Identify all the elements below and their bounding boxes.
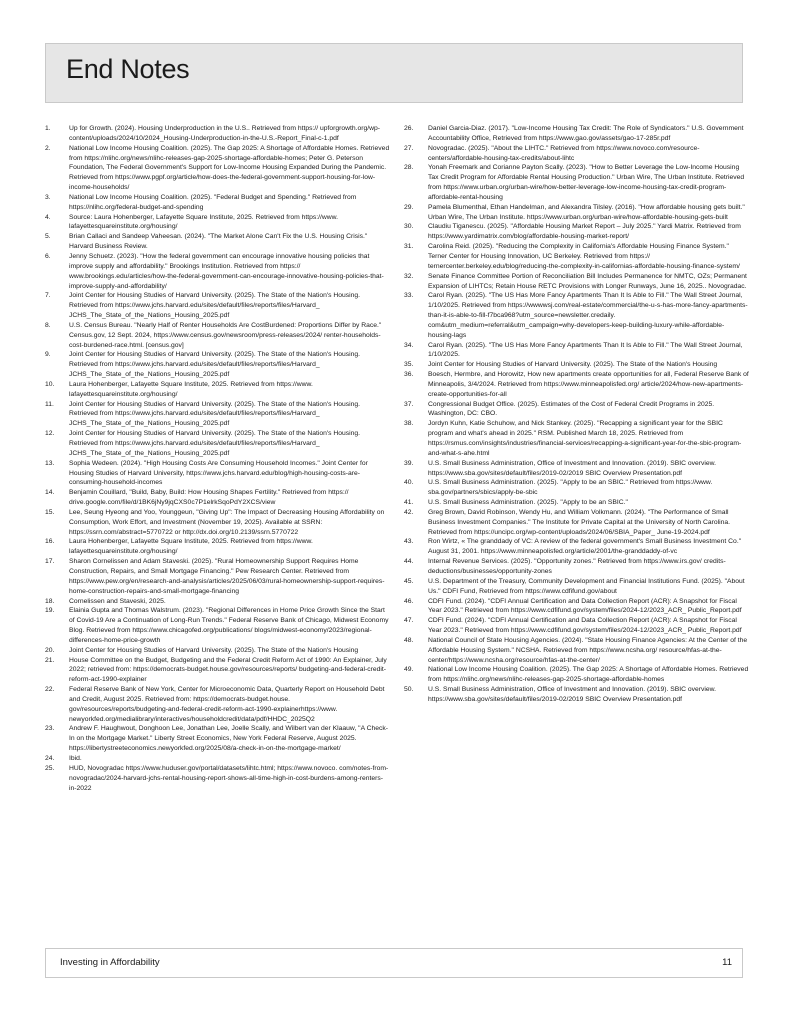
endnote-number: 3. bbox=[45, 193, 51, 201]
endnote-number: 47. bbox=[404, 617, 414, 625]
endnote-number: 21. bbox=[45, 656, 55, 664]
endnote-item bbox=[404, 508, 749, 538]
endnote-item bbox=[45, 213, 390, 233]
endnote-text: Laura Hohenberger, Lafayette Square Institute, 2025. Retrieved from https://www. lafayettesquareinstitute.org/housing/ bbox=[69, 380, 313, 398]
endnote-item bbox=[45, 459, 390, 489]
endnote-item bbox=[404, 163, 749, 202]
endnotes-column-right bbox=[404, 124, 749, 705]
endnote-number: 40. bbox=[404, 479, 414, 487]
endnote-number: 24. bbox=[45, 755, 55, 762]
endnote-text: Ibid. bbox=[69, 755, 82, 762]
endnote-text: HUD, Novogradac https://www.huduser.gov/portal/datasets/lihtc.html; https://www.novoco. com/notes-from-novogradac/2024-harvard-jchs-rental-housing-report-shows-all-time-high-in-cost-burdens-among-renters-in-2022 bbox=[69, 764, 389, 792]
endnote-item bbox=[404, 360, 749, 370]
endnote-text: Ron Wirtz, « The granddady of VC: A review of the federal government's Small Business Investment Co." August 31, 2001. https://www.minneapolisfed.org/article/2001/the-granddaddy-of-vc bbox=[428, 538, 742, 556]
endnote-text: Pamela Blumenthal, Ethan Handelman, and Alexandra Tilsley. (2016). "How affordable housing gets built." Urban Wire, The Urban Institute. https://www.urban.org/urban-wire/how-affordable-housing-gets-built bbox=[428, 203, 745, 221]
endnote-item bbox=[404, 124, 749, 144]
endnote-item bbox=[404, 665, 749, 685]
header-banner bbox=[45, 43, 743, 103]
endnote-item bbox=[45, 252, 390, 291]
endnote-text: Sophia Wedeen. (2024). "High Housing Costs Are Consuming Household Incomes." Joint Center for Housing Studies of Harvard University, https://www.jchs.harvard.edu/blog/high-housing-costs-are-consuming-household-incomes bbox=[69, 459, 368, 487]
endnote-item bbox=[45, 754, 390, 764]
endnote-item bbox=[45, 291, 390, 321]
endnote-item bbox=[404, 537, 749, 557]
endnote-item bbox=[45, 685, 390, 724]
endnote-number: 44. bbox=[404, 558, 414, 566]
endnote-text: Greg Brown, David Robinson, Wendy Hu, and William Volkmann. (2024). "The Performance of Small Business Investment Companies." The Institute for Private Capital at the University of North Carolina. Retrieved from https://uncipc.org/wp-content/uploads/2024/06/SBIA_Paper_ June-19-2024.pdf bbox=[428, 508, 731, 536]
endnote-number: 18. bbox=[45, 597, 55, 605]
endnote-item bbox=[45, 508, 390, 538]
endnote-item bbox=[45, 646, 390, 656]
endnote-number: 13. bbox=[45, 459, 55, 467]
endnote-text: Yonah Freemark and Corianne Payton Scally. (2023). "How to Better Leverage the Low-Income Housing Tax Credit Program for Affordable Rental Housing Production." Urban Wire, The Urban Institute. Retrieved from https://www.urban.org/urban-wire/how-better-leverage-low-income-housing-tax-credit-program-affordable-rental-housing bbox=[428, 164, 745, 201]
endnote-item bbox=[404, 616, 749, 636]
endnote-text: Joint Center for Housing Studies of Harvard University. (2025). The State of the Nation's Housing. Retrieved from https://www.jchs.harvard.edu/sites/default/files/reports/files/Harvard_ JCHS_The_State_of_the_Nations_Housing_2025.pdf bbox=[69, 400, 361, 428]
endnote-text: Federal Reserve Bank of New York, Center for Microeconomic Data, Quarterly Report on Household Debt and Credit, August 2025. Retrieved from: https://democrats-budget.house. gov/resources/reports/budgeting-and-federal-credit-reform-act-1990-explainerhttps://www. newyorkfed.org/medialibrary/interactives/householdcredit/data/pdf/HHDC_2025Q2 bbox=[69, 686, 385, 723]
endnote-item bbox=[404, 459, 749, 479]
endnote-text: Novogradac. (2025). "About the LIHTC." Retrieved from https://www.novoco.com/resource-centers/affordable-housing-tax-credits/about-lihtc bbox=[428, 144, 700, 162]
endnote-text: National Low Income Housing Coalition. (2025). The Gap 2025: A Shortage of Affordable Homes. Retrieved from https://nlihc.org/news/nlihc-releases-gap-2025-shortage-affordable-homes bbox=[428, 666, 749, 684]
endnote-item bbox=[404, 203, 749, 223]
endnote-number: 2. bbox=[45, 144, 51, 152]
endnote-text: National Low Income Housing Coalition. (2025). "Federal Budget and Spending." Retrieved from https://nlihc.org/federal-budget-and-spending bbox=[69, 193, 357, 211]
endnote-text: National Low Income Housing Coalition. (2025). The Gap 2025: A Shortage of Affordable Homes. Retrieved from https://nlihc.org/news/nlihc-releases-gap-2025-shortage-affordable-homes; Peter G. Peterson Foundation, The Federal Government's Support for Low-Income Housing Expanded During the Pandemic. Retrieved from https://www.pgpf.org/article/how-does-the-federal-government-support-housing-for-low-income-households/ bbox=[69, 144, 390, 192]
endnote-number: 12. bbox=[45, 430, 55, 438]
endnote-item bbox=[404, 597, 749, 617]
endnote-item bbox=[404, 242, 749, 272]
endnote-item bbox=[404, 222, 749, 242]
endnote-text: Boesch, Hermbre, and Horowitz, How new apartments create opportunities for all, Federal Reserve Bank of Minneapolis, 3/4/2024. Retrieved from https://www.minneapolisfed.org/ article/2024/how-new-apartments-create-opportunities-for-all bbox=[428, 371, 749, 398]
endnote-number: 25. bbox=[45, 764, 55, 772]
endnote-item bbox=[404, 636, 749, 666]
endnote-item bbox=[404, 341, 749, 361]
endnote-item bbox=[404, 419, 749, 458]
endnote-item bbox=[45, 606, 390, 645]
endnote-text: Senate Finance Committee Portion of Reconciliation Bill Includes Permanence for NMTC, OZs; Permanent Expansion of LIHTCs; Retain House RETC Provisions with Longer Runways, June 16, 2025.. Novogradac. bbox=[428, 272, 747, 290]
endnote-number: 31. bbox=[404, 243, 414, 251]
endnote-number: 35. bbox=[404, 361, 414, 369]
endnote-item bbox=[45, 321, 390, 351]
endnote-number: 8. bbox=[45, 321, 51, 329]
endnote-text: Jenny Schuetz. (2023). "How the federal government can encourage innovative housing policies that improve supply and affordability." Brookings Institution. Retrieved from https:// www.brookings.edu/articles/how-the-federal-government-can-encourage-innovative-housing-policies-that-improve-supply-and-affordability/ bbox=[69, 252, 384, 290]
endnote-number: 30. bbox=[404, 223, 414, 231]
page-footer bbox=[45, 948, 743, 978]
endnote-number: 34. bbox=[404, 341, 414, 349]
endnote-text: Up for Growth. (2024). Housing Underproduction in the U.S.. Retrieved from https:// upforgrowth.org/wp-content/uploads/2024/10/2024_Housing-Underproduction-in-the-U.S.-Report_Final-c-1.pdf bbox=[69, 125, 381, 142]
endnotes-list-right bbox=[404, 124, 749, 705]
endnote-text: Carol Ryan. (2025). "The US Has More Fancy Apartments Than It Is Able to Fill." The Wall Street Journal, 1/10/2025. bbox=[428, 341, 743, 359]
endnote-text: Carol Ryan. (2025). "The US Has More Fancy Apartments Than It Is Able to Fill." The Wall Street Journal, 1/10/2025. Retrieved from https://wwwwsj.com/real-estate/commercial/the-u-s-has-more-fancy-apartments-than-it-is-able-to-fill-f7bca968?utm_source=newsletter.credaily. com&utm_medium=referral&utm_campaign=why-developers-keep-building-luxury-while-affordable-housing-lags bbox=[428, 292, 748, 339]
endnote-number: 29. bbox=[404, 203, 414, 211]
endnote-text: Joint Center for Housing Studies of Harvard University. (2025). The State of the Nation's Housing. Retrieved from https://www.jchs.harvard.edu/sites/default/files/reports/files/Harvard_ JCHS_The_State_of_the_Nations_Housing_2025.pdf bbox=[69, 351, 361, 379]
endnote-item bbox=[45, 380, 390, 400]
endnote-number: 20. bbox=[45, 646, 55, 654]
endnote-text: Cornelissen and Staveski, 2025. bbox=[69, 597, 166, 605]
footer-page-number: 11 bbox=[722, 957, 732, 968]
endnote-text: Source: Laura Hohenberger, Lafayette Square Institute, 2025. Retrieved from https://www. lafayettesquareinstitute.org/housing/ bbox=[69, 213, 339, 231]
endnote-number: 48. bbox=[404, 636, 414, 644]
endnote-item bbox=[45, 124, 390, 144]
endnote-number: 17. bbox=[45, 558, 55, 566]
endnote-text: Andrew F. Haughwout, Donghoon Lee, Jonathan Lee, Joelle Scally, and Wilbert van der Klaauw, "A Check-In on the Mortgage Market." Liberty Street Economics, New York Federal Reserve, August 2025. https://libertystreeteconomics.newyorkfed.org/2025/08/a-check-in-on-the-mortgage-market/ bbox=[69, 725, 388, 753]
endnote-number: 9. bbox=[45, 351, 51, 359]
endnote-number: 45. bbox=[404, 577, 414, 585]
endnote-text: Daniel Garcia-Diaz. (2017). "Low-Income Housing Tax Credit: The Role of Syndicators." U.S. Government Accountability Office, Retrieved from https://www.gao.gov/assets/gao-17-285r.pdf bbox=[428, 125, 744, 142]
endnote-text: Internal Revenue Services. (2025). "Opportunity zones." Retrieved from https://www.irs.gov/ credits-deductions/businesses/opportunity-zones bbox=[428, 558, 726, 575]
endnote-text: Brian Callaci and Sandeep Vaheesan. (2024). "The Market Alone Can't Fix the U.S. Housing Crisis." Harvard Business Review. bbox=[69, 233, 368, 251]
endnote-number: 41. bbox=[404, 499, 414, 507]
endnote-item bbox=[45, 597, 390, 607]
endnote-text: National Council of State Housing Agencies. (2024). "State Housing Finance Agencies: At the Center of the Affordable Housing System." NCSHA. Retrieved from https://www.ncsha.org/ resource/hfas-at-the-center/https://www.ncsha.org/resource/hfas-at-the-center/ bbox=[428, 636, 748, 664]
endnote-item bbox=[404, 557, 749, 577]
page-title: End Notes bbox=[66, 54, 190, 84]
endnote-number: 6. bbox=[45, 252, 51, 260]
endnote-number: 4. bbox=[45, 213, 51, 221]
endnote-number: 42. bbox=[404, 508, 414, 516]
endnote-text: CDFI Fund. (2024). "CDFI Annual Certification and Data Collection Report (ACR): A Snapshot for Fiscal Year 2023." Retrieved from https://www.cdfifund.gov/system/files/2024-12/2023_ACR_ Public_Report.pdf bbox=[428, 597, 742, 615]
endnote-text: Laura Hohenberger, Lafayette Square Institute, 2025. Retrieved from https://www. lafayettesquareinstitute.org/housing/ bbox=[69, 538, 313, 556]
endnote-text: U.S. Small Business Administration. (2025). "Apply to be an SBIC." bbox=[428, 499, 628, 507]
footer-document-title: Investing in Affordability bbox=[60, 957, 160, 968]
endnote-number: 36. bbox=[404, 371, 414, 379]
endnote-number: 11. bbox=[45, 400, 54, 408]
endnote-item bbox=[45, 232, 390, 252]
endnote-item bbox=[45, 488, 390, 508]
endnote-number: 23. bbox=[45, 725, 55, 733]
endnote-item bbox=[45, 557, 390, 596]
endnote-number: 46. bbox=[404, 597, 414, 605]
endnote-item bbox=[45, 350, 390, 380]
endnote-text: U.S. Census Bureau. "Nearly Half of Renter Households Are CostBurdened: Proportions Differ by Race." Census.gov, 12 Sept. 2024, https://www.census.gov/newsroom/press-releases/2024/ renter-households-cost-burdened-race.html. [census.gov] bbox=[69, 321, 382, 349]
endnote-item bbox=[45, 144, 390, 193]
endnote-number: 14. bbox=[45, 489, 55, 497]
endnote-number: 26. bbox=[404, 125, 414, 132]
endnote-text: U.S. Small Business Administration, Office of Investment and Innovation. (2019). SBIC overview. https://www.sba.gov/sites/default/files/2019-02/2019 SBIC Overview Presentation.pdf bbox=[428, 459, 717, 477]
endnote-item bbox=[45, 724, 390, 754]
endnote-item bbox=[45, 537, 390, 557]
endnote-number: 16. bbox=[45, 538, 55, 546]
endnote-item bbox=[45, 400, 390, 430]
endnote-text: House Committee on the Budget, Budgeting and the Federal Credit Reform Act of 1990: An Explainer, July 2022; retrieved from: https://democrats-budget.house.gov/resources/reports/ budgeting-and-federal-credit-reform-act-1990-explainer bbox=[69, 656, 387, 684]
endnote-number: 27. bbox=[404, 144, 414, 152]
endnote-item bbox=[404, 685, 749, 705]
endnote-number: 50. bbox=[404, 686, 414, 694]
endnote-text: Benjamin Couillard, "Build, Baby, Build: How Housing Shapes Fertility." Retrieved from https:// drive.google.com/file/d/1BK6jNy9jqCXS0c7P1elrkSqoPdY2XCS/view bbox=[69, 489, 349, 507]
endnotes-column-left bbox=[45, 124, 390, 793]
endnote-item bbox=[404, 478, 749, 498]
endnote-number: 43. bbox=[404, 538, 414, 546]
endnote-number: 10. bbox=[45, 380, 55, 388]
endnote-item bbox=[404, 291, 749, 340]
endnote-text: U.S. Department of the Treasury, Community Development and Financial Institutions Fund. (2025). "About Us." CDFI Fund, Retrieved from https://www.cdfifund.gov/about bbox=[428, 577, 745, 595]
endnote-text: Joint Center for Housing Studies of Harvard University. (2025). The State of the Nation's Housing bbox=[69, 646, 359, 654]
endnote-text: Claudiu Tiganescu. (2025). "Affordable Housing Market Report – July 2025." Yardi Matrix. Retrieved from https://www.yardimatrix.com/blog/affordable-housing-market-report/ bbox=[428, 223, 741, 241]
endnote-number: 1. bbox=[45, 125, 51, 132]
endnote-number: 28. bbox=[404, 164, 414, 172]
endnote-text: CDFI Fund. (2024). "CDFI Annual Certification and Data Collection Report (ACR): A Snapshot for Fiscal Year 2023." Retrieved from https://www.cdfifund.gov/system/files/2024-12/2023_ACR_ Public_Report.pdf bbox=[428, 617, 742, 635]
endnote-item bbox=[45, 429, 390, 459]
endnote-number: 39. bbox=[404, 459, 414, 467]
endnote-text: Joint Center for Housing Studies of Harvard University. (2025). The State of the Nation's Housing. Retrieved from https://www.jchs.harvard.edu/sites/default/files/reports/files/Harvard_ JCHS_The_State_of_the_Nations_Housing_2025.pdf bbox=[69, 292, 361, 320]
endnote-number: 37. bbox=[404, 400, 414, 408]
endnote-item bbox=[45, 764, 390, 794]
endnote-text: Joint Center for Housing Studies of Harvard University. (2025). The State of the Nation's Housing bbox=[428, 361, 718, 369]
endnote-text: Lee, Seung Hyeong and Yoo, Younggeun, "Giving Up": The Impact of Decreasing Housing Affordability on Consumption, Work Effort, and Investment (November 19, 2025). Available at SSRN: https://ssrn.com/abstract=5770722 or http://dx.doi.org/10.2139/ssrn.5770722 bbox=[69, 508, 385, 536]
endnote-item bbox=[404, 577, 749, 597]
endnote-item bbox=[404, 272, 749, 292]
endnote-number: 32. bbox=[404, 272, 414, 280]
endnote-text: Carolina Reid. (2025). "Reducing the Complexity in California's Affordable Housing Finance System." Terner Center for Housing Innovation, UC Berkeley. Retrieved from https:// ternercenter.berkeley.edu/blog/reducing-the-complexity-in-californias-affordable-housing-finance-system/ bbox=[428, 243, 740, 270]
endnote-text: Elainia Gupta and Thomas Walstrum. (2023). "Regional Differences in Home Price Growth Since the Start of Covid-19 Are a Continuation of Long-Run Trends." Federal Reserve Bank of Chicago, Midwest Economy Blog. Retrieved from https://www.chicagofed.org/publications/ blogs/midwest-economy/2023/regional-differences-home-price-growth bbox=[69, 607, 389, 644]
endnote-number: 5. bbox=[45, 233, 51, 241]
endnote-number: 49. bbox=[404, 666, 414, 674]
endnote-number: 22. bbox=[45, 686, 55, 694]
endnote-number: 7. bbox=[45, 292, 51, 300]
endnotes-list-left bbox=[45, 124, 390, 793]
endnote-number: 19. bbox=[45, 607, 55, 615]
endnote-item bbox=[404, 400, 749, 420]
endnote-number: 38. bbox=[404, 420, 414, 428]
endnote-item bbox=[45, 656, 390, 686]
endnote-text: Joint Center for Housing Studies of Harvard University. (2025). The State of the Nation's Housing. Retrieved from https://www.jchs.harvard.edu/sites/default/files/reports/files/Harvard_ JCHS_The_State_of_the_Nations_Housing_2025.pdf bbox=[69, 430, 361, 457]
endnote-text: Congressional Budget Office. (2025). Estimates of the Cost of Federal Credit Programs in 2025. Washington, DC: CBO. bbox=[428, 400, 715, 418]
endnote-text: Jordyn Kuhn, Katie Schuhow, and Nick Stankey. (2025). "Recapping a significant year for the SBIC program and what's ahead in 2025." RSM. Published March 18, 2025. Retrieved from https://rsmus.com/insights/industries/financial-services/recapping-a-significant-year-for-the-sbic-program-and-what-s-ahe.html bbox=[428, 420, 742, 457]
endnote-text: U.S. Small Business Administration. (2025). "Apply to be an SBIC." Retrieved from https://www. sba.gov/partners/sbics/apply-be-sbic bbox=[428, 479, 713, 497]
endnote-number: 15. bbox=[45, 508, 55, 516]
endnote-item bbox=[404, 144, 749, 164]
endnote-item bbox=[404, 498, 749, 508]
endnote-text: U.S. Small Business Administration, Office of Investment and Innovation. (2019). SBIC overview. https://www.sba.gov/sites/default/files/2019-02/2019 SBIC Overview Presentation.pdf bbox=[428, 686, 717, 703]
endnote-item bbox=[45, 193, 390, 213]
endnote-text: Sharon Cornelissen and Adam Staveski. (2025). "Rural Homeownership Support Requires Home Construction, Repairs, and Small Mortgage Financing." Pew Research Center. Retrieved from https://www.pew.org/en/research-and-analysis/articles/2025/06/03/rural-homeownership-support-requires-home-construction-repairs-and-small-mortgage-financing bbox=[69, 558, 385, 595]
endnote-item bbox=[404, 370, 749, 400]
endnote-number: 33. bbox=[404, 292, 414, 300]
